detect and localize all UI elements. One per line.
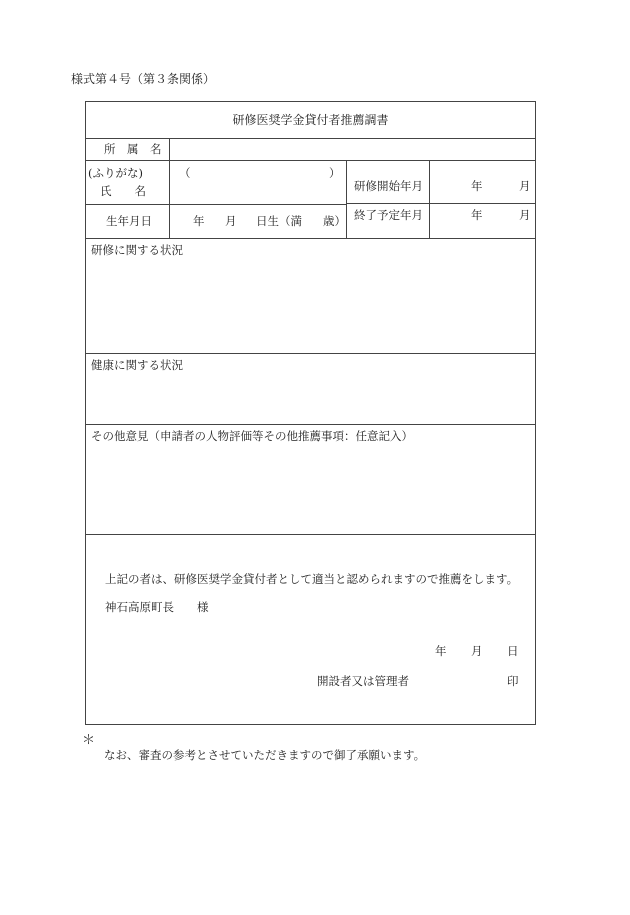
training-end-field[interactable] <box>430 204 534 237</box>
training-start-month-unit: 月 <box>519 179 531 193</box>
row-divider <box>86 424 535 425</box>
seal-mark: 印 <box>507 674 519 688</box>
date-month-unit: 月 <box>471 644 483 658</box>
health-status-field[interactable] <box>86 377 535 423</box>
training-end-label: 終了予定年月 <box>354 208 423 222</box>
age-suffix: 歳） <box>323 214 346 228</box>
addressee-line: 神石高原町長 様 <box>105 600 209 614</box>
other-opinion-field[interactable] <box>86 448 535 533</box>
recommendation-statement: 上記の者は、研修医奨学金貸付者として適当と認められますので推薦をします。 <box>105 572 519 586</box>
affiliation-label: 所 属 名 <box>104 142 162 156</box>
health-status-heading: 健康に関する状況 <box>91 358 183 372</box>
birth-year-unit: 年 <box>193 214 205 228</box>
date-day-unit: 日 <box>507 644 519 658</box>
birthdate-label: 生年月日 <box>106 214 152 228</box>
training-start-year-unit: 年 <box>471 179 483 193</box>
date-year-unit: 年 <box>435 644 447 658</box>
affiliation-field[interactable] <box>170 139 534 159</box>
training-end-month-unit: 月 <box>519 208 531 222</box>
birth-day-age-label: 日生（満 <box>256 214 302 228</box>
furigana-label: (ふりがな) <box>88 166 143 180</box>
row-divider <box>86 238 535 239</box>
other-opinion-heading: その他意見（申請者の人物評価等その他推薦事項：任意記入） <box>91 429 413 443</box>
signer-name-field[interactable] <box>416 670 501 692</box>
form-number: 様式第４号（第３条関係） <box>71 72 216 86</box>
signer-label: 開設者又は管理者 <box>317 674 409 688</box>
row-divider <box>86 534 535 535</box>
recommendation-date-field[interactable] <box>386 640 526 662</box>
training-start-label: 研修開始年月 <box>354 179 423 193</box>
name-label: 氏 名 <box>100 184 146 198</box>
training-start-field[interactable] <box>430 161 534 203</box>
name-field[interactable] <box>170 161 345 203</box>
training-end-year-unit: 年 <box>471 208 483 222</box>
furigana-open-paren: （ <box>179 166 191 180</box>
column-divider <box>346 160 347 238</box>
training-status-heading: 研修に関する状況 <box>91 243 183 257</box>
training-status-field[interactable] <box>86 262 535 352</box>
recommendation-form <box>85 101 536 725</box>
footnote-text: なお、審査の参考とさせていただきますので御了承願います。 <box>104 748 426 762</box>
birth-month-unit: 月 <box>225 214 237 228</box>
birthdate-field[interactable] <box>170 205 345 237</box>
furigana-close-paren: ） <box>329 166 341 180</box>
row-divider <box>86 353 535 354</box>
form-title: 研修医奨学金貸付者推薦調書 <box>232 113 389 127</box>
footnote-asterisk: ＊ <box>82 733 96 748</box>
